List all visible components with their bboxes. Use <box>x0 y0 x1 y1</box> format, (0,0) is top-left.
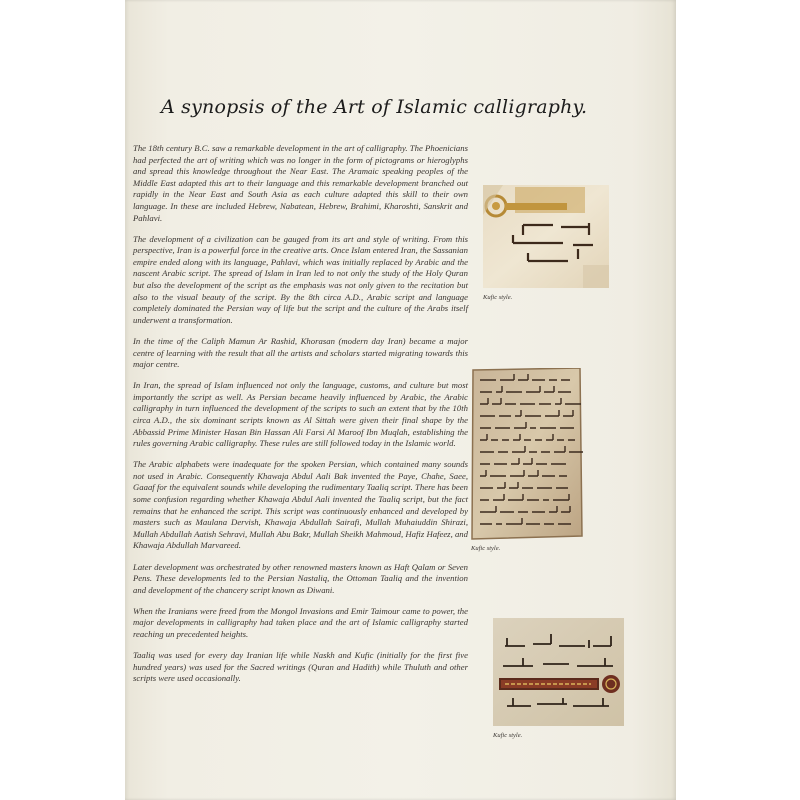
paragraph: The Arabic alphabets were inadequate for the spoken Persian, which contained many sounds not used in Arabic. Consequently Khawaja Abdul Aali Bak invented the Paye, Chahe, Saee, Gaaaf for the equivalent sounds while developing the rudimentary Taaliq script. There has been some confusion regarding whether Khawaja Abdul Aali invented the Taaliq script, but the fact remains that he enhanced the script. This script was continuously enhanced and developed by masters such as Maulana Dervish, Khawaja Abdullah Sairafi, Mullah Muhaiuddin Shirazi, Mullah Abdullah Aatish Sehravi, Mullah Abu Bakr, Mullah Sheikh Mahmoud, Hafiz Hafeez, and Khawaja Abdullah Marvareed. <box>133 459 468 551</box>
kufic-manuscript-image-3 <box>493 618 624 726</box>
figure-caption: Kufic style. <box>493 732 523 739</box>
figure-caption: Kufic style. <box>471 545 501 552</box>
figure-caption: Kufic style. <box>483 294 513 301</box>
book-page <box>125 0 676 800</box>
paragraph: In Iran, the spread of Islam influenced not only the language, customs, and culture but most importantly the script as well. As Persian became heavily influenced by Arabic, the Arabic calligraphy in turn influenced the development of the scripts to such an extent that by the 10th circa A.D., the six dominant scripts known as Al Sittah were given their final shape by the Abbassid Prime Minister Hasan Bin Hassan Ali Farsi Al Maroof Ibn Muqlah, establishing the rules governing Arabic calligraphy. These rules are still followed today in the Islamic world. <box>133 380 468 449</box>
kufic-manuscript-image-1 <box>483 185 609 288</box>
paragraph: Later development was orchestrated by other renowned masters known as Haft Qalam or Seven Pens. These developments led to the Persian Nastaliq, the Ottoman Taaliq and the invention and development of the chancery script known as Diwani. <box>133 561 468 595</box>
paragraph: The development of a civilization can be gauged from its art and style of writing. From this perspective, Iran is a powerful force in the creative arts. Once Islam entered Iran, the Sassanian empire ended along with its language, Pahlavi, which was initially replaced by Arabic and the nascent Arabic script. The spread of Islam in Iran led to not only the study of the Holy Quran but also the development of the script as the emphasis was not only given to the recitation but also to the visual beauty of the script. By the 8th circa A.D., Arabic script and language completely dominated the Persian way of life but the script and the culture of the Arabs itself underwent a transformation. <box>133 233 468 325</box>
page-title: A synopsis of the Art of Islamic calligraphy. <box>161 96 588 118</box>
paragraph: The 18th century B.C. saw a remarkable development in the art of calligraphy. The Phoenicians had perfected the art of writing which was no longer in the form of pictograms or hieroglyphs and spread this knowledge throughout the Near East. The Aramaic speaking peoples of the Middle East adapted this art to their language and this remarkable development branched out rapidly in the Near East and South Asia as each culture adapted this skill to their own language. In these are included Hebrew, Nabatean, Hebrew, Brahimi, Kharoshti, Sanskrit and Pahlavi. <box>133 143 468 223</box>
paragraph: When the Iranians were freed from the Mongol Invasions and Emir Taimour came to power, the major developments in calligraphy had taken place and the art of Islamic calligraphy started reaching un precedented heights. <box>133 605 468 639</box>
paragraph: Taaliq was used for every day Iranian life while Naskh and Kufic (initially for the first five hundred years) was used for the Sacred writings (Quran and Hadith) while Thuluth and other scripts were used occasionally. <box>133 650 468 684</box>
paragraph: In the time of the Caliph Mamun Ar Rashid, Khorasan (modern day Iran) became a major centre of learning with the result that all the artists and scholars started migrating towards this major centre. <box>133 335 468 370</box>
body-text <box>133 143 468 694</box>
kufic-manuscript-image-2 <box>470 368 583 540</box>
